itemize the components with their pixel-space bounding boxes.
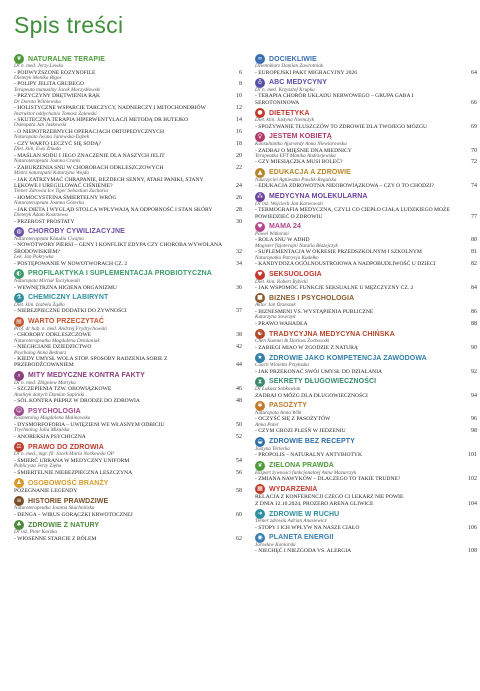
entry-page-number: 82 (471, 261, 477, 268)
entry-title: - ANOREKSJA PSYCHICZNA (14, 433, 86, 440)
toc-entry[interactable] (255, 423, 477, 435)
toc-left-column (14, 52, 242, 542)
entry-title: - ROLA SNU W ADHD (255, 237, 310, 244)
flask-icon: ⚗ (14, 293, 24, 303)
leaf-icon: ❦ (255, 461, 265, 471)
toc-entry[interactable] (14, 100, 242, 112)
entry-title: - CHOROBY ODKLESZCZOWE (14, 332, 92, 339)
section-title: HISTORIE PRAWDZIWE (28, 497, 109, 505)
entry-page-number: 36 (236, 284, 242, 291)
entry-title: - SZCZEPIENIA TZW. OBOWIĄZKOWE (14, 386, 112, 393)
toc-entry[interactable] (14, 339, 242, 351)
entry-author: Jarosław Koniarski (255, 541, 296, 548)
leaf-icon: ❦ (14, 54, 24, 64)
entry-author: Coach Wioletta Przyłuska (255, 362, 309, 369)
entry-title: - TERAPIA CHORÓB UKŁADU NERWOWEGO – GRUPA GABA I SEROTONINOWA (255, 93, 414, 106)
entry-title: - CZYM GROZI PLEŚŃ W JEDZENIU (255, 428, 346, 435)
entry-page-number: 90 (471, 344, 477, 351)
entry-author: Dietetyk Monika Bigoś (14, 74, 62, 81)
entry-author: Diet. klin. Robert Rybicki (255, 278, 308, 285)
entry-author: Naturopata Michał Toczyłowski (14, 277, 80, 284)
entry-page-number: 50 (236, 422, 242, 429)
entry-page-number: 48 (236, 398, 242, 405)
mother-child-icon: ♥ (255, 222, 265, 232)
entry-author: Psycholog Anna Bednarz (14, 349, 67, 356)
section-title: OSOBOWOŚĆ BRANŻY (28, 479, 109, 487)
entry-title: - EUROPEJSKI PAKT MIGRACYJNY 2026 (255, 69, 358, 76)
entry-page-number: 28 (236, 206, 242, 213)
stethoscope-icon: ♁ (255, 78, 265, 88)
entry-page-number: 26 (236, 194, 242, 201)
entry-author: Analityk danych Damian Sapiński (14, 391, 85, 398)
bug-icon: ✱ (255, 401, 265, 411)
female-icon: ♀ (255, 132, 265, 142)
entry-page-number: 69 (471, 123, 477, 130)
toc-entry[interactable] (14, 171, 242, 189)
toc-entry[interactable] (14, 381, 242, 393)
entry-page-number: 74 (471, 183, 477, 190)
entry-title: RELACJA Z KONFERENCJI CZEGO CI LEKARZ NIE POWIE (255, 494, 404, 501)
entry-title: - JAK WSPOMÓC FUNKCJE SEKSUALNE U MĘŻCZYZNY CZ. 2 (255, 285, 414, 292)
entry-page-number: 98 (471, 428, 477, 435)
entry-page-number: 6 (239, 69, 242, 76)
entry-author: Terapeutka EFT Monika Andrzejewska (255, 152, 336, 159)
section-title: CHEMICZNY LABIRYNT (28, 294, 109, 302)
toc-entry[interactable] (255, 154, 477, 166)
entry-title: - HOLISTYCZNE WSPARCIE TARCZYCY, NADNERCZY I MITOCHONDRIÓW (14, 105, 206, 112)
toc-entry[interactable] (14, 506, 242, 518)
entry-page-number: 64 (471, 69, 477, 76)
entry-author: Naturoterapeutka Magdalena Demianiak (14, 337, 100, 344)
toc-entry[interactable] (255, 387, 477, 399)
entry-author: Lek. Jan Pokrywka (14, 254, 54, 261)
toc-entry[interactable] (255, 118, 477, 130)
entry-author: Konsultantka Ajurwedy Anna Niewiarowska (255, 140, 347, 147)
toc-entry[interactable] (14, 428, 242, 440)
entry-author: Naturoterapeuta Klaudia Cwajna (14, 235, 84, 242)
entry-author: Diet. klin. Ewa Żmuda (14, 146, 61, 153)
magnifier-icon: ⌕ (14, 371, 24, 381)
entry-page-number: 8 (239, 81, 242, 88)
entry-page-number: 96 (471, 416, 477, 423)
entry-page-number: 46 (236, 386, 242, 393)
entry-page-number: 60 (236, 511, 242, 518)
badge-icon: ★ (255, 353, 265, 363)
section-title: ABC MEDYCYNY (269, 79, 327, 87)
entry-title: - POSTĘPOWANIE W NOWOTWORACH CZ. 2 (14, 260, 128, 267)
section-title: DIETETYKA (269, 109, 310, 117)
entry-title: - POLIPY JELITA GRUBEGO (14, 81, 85, 88)
entry-page-number: 70 (471, 147, 477, 154)
entry-page-number: 92 (471, 368, 477, 375)
entry-title: - ŚMIERĆ UBRANA W MEDYCZNY UNIFORM (14, 457, 130, 464)
toc-entry[interactable] (14, 488, 242, 494)
entry-author: Dr inż. Piotr Kaczka (14, 529, 57, 536)
entry-page-number: 94 (471, 392, 477, 399)
entry-author: Justyna Terlecka (255, 445, 290, 452)
entry-title: - TERMOGRAFIA MEDYCZNA, CZYLI CO CIEPŁO CIAŁA LUDZKIEGO MOŻE POWIEDZIEĆ O ZDROWIU (255, 207, 450, 220)
head-icon: ☺ (15, 407, 23, 415)
graduation-cap-icon: ▲ (255, 168, 265, 178)
entry-page-number: 52 (236, 433, 242, 440)
entry-title: - JAK ZATRZYMAĆ CHRAPANIE, BEZDECH SENNY, ATAKI PANIKI, STANY LĘKOWE I UREGULOWAĆ CIŚNIENIE? (14, 176, 204, 189)
toc-entry[interactable] (14, 351, 242, 369)
toc-entry[interactable] (14, 327, 242, 339)
entry-author: Prof. dr hab. n. med. Andrzej Frydrychowski (14, 325, 107, 332)
entry-title: ZADBAJ O MÓZG DLA DŁUGOWIECZNOŚCI (255, 392, 368, 399)
entry-author: Publicysta Jerzy Zięba (14, 463, 62, 470)
toc-entry[interactable] (255, 363, 477, 375)
toc-entry[interactable] (255, 178, 477, 190)
toc-entry[interactable] (255, 280, 477, 292)
apple-icon: ● (255, 108, 265, 118)
entry-title: - JAK DIETA I WYGLĄD STOLCA WPŁYWAJĄ NA ODPORNOŚĆ I STAN SKÓRY (14, 206, 213, 213)
entry-page-number: 58 (236, 488, 242, 495)
section-title: PASOŻYTY (269, 402, 308, 410)
entry-title: - ŚMIERTELNIE NIEBEZPIECZNA LESZCZYNA (14, 469, 133, 476)
entry-title: - ZMIANA NAWYKÓW – DLACZEGO TO TAKIE TRUDNE? (255, 476, 401, 483)
entry-page-number: 14 (236, 117, 242, 124)
entry-title: Z DNIA 12.10.2024, PROZERO ARENA GLIWICE (255, 500, 374, 507)
toc-entry[interactable] (14, 213, 242, 225)
entry-author: Kosmetolog Magdalena Malinowska (14, 415, 91, 422)
toc-entry[interactable] (14, 464, 242, 476)
entry-page-number: 20 (236, 152, 242, 159)
entry-author: Aktor Jan Orzeszak (255, 302, 296, 309)
entry-page-number: 56 (236, 469, 242, 476)
section-title: SEKSUOLOGIA (269, 271, 322, 278)
section-heading (255, 270, 477, 280)
entry-author: Naturopata Anna Wilk (255, 409, 302, 416)
tree-icon: ♣ (14, 520, 24, 530)
capsule-icon: ◐ (14, 269, 24, 279)
section-heading (14, 478, 242, 488)
entry-title: - PRAWO WAHADŁA (255, 320, 308, 327)
entry-page-number: 22 (236, 164, 242, 171)
entry-author: Diet. klin. Justyna Niemczyk (255, 117, 314, 124)
entry-title: - PODWYŻSZONE EOZYNOFILE (14, 69, 96, 76)
entry-page-number: 30 (236, 218, 242, 225)
entry-author: Dziennikarz Damian Zawrotniak (255, 63, 324, 69)
globe-icon: ◍ (14, 227, 24, 237)
entry-author: Naturoterapeuta Joanna Górecka (14, 200, 84, 207)
briefcase-icon: ■ (255, 293, 265, 303)
entry-title: - EDUKACJA ZDROWOTNA NIEOBOWIĄZKOWA – CZY O TO CHODZI? (255, 183, 434, 190)
scales-icon: ⚖ (14, 442, 24, 452)
entry-page-number: 81 (471, 249, 477, 256)
entry-author: Dr Łukasz Sobkowiak (255, 385, 301, 392)
section-title: MITY MEDYCZNE KONTRA FAKTY (28, 372, 145, 380)
entry-title: - O NIEPOTRZEBNYCH OPERACJACH ORTOPEDYCZNYCH (14, 129, 164, 136)
entry-title: POŻEGNANIE LEGENDY (14, 488, 78, 495)
entry-page-number: 104 (468, 500, 477, 507)
entry-title: - BIZNESMENI VS. WYSTĄPIENIA PUBLICZNE (255, 308, 374, 315)
entry-author: Dr n. med. Krzysztof Krupka (255, 86, 315, 93)
entry-page-number: 66 (471, 99, 477, 106)
entry-author: Ekspert żywności funkcjonalnej Anna Mazurczyk (255, 469, 357, 476)
runner-icon: ➜ (255, 509, 265, 519)
entry-page-number: 84 (471, 285, 477, 292)
entry-page-number: 16 (236, 129, 242, 136)
entry-title: - CZY MIESIĄCZKA MUSI BOLEĆ? (255, 159, 343, 166)
toc-entry[interactable] (14, 255, 242, 267)
entry-page-number: 18 (236, 140, 242, 147)
toc-entry[interactable] (255, 256, 477, 268)
entry-title: - CZY WARTO LECZYĆ SIĘ SODĄ? (14, 140, 102, 147)
entry-page-number: 44 (236, 362, 242, 369)
toc-entry[interactable] (255, 447, 477, 459)
entry-title: - DYSMORFOFOBIA – UWIĘZIENI WE WŁASNYM ODBICIU (14, 422, 165, 429)
entry-page-number: 24 (236, 182, 242, 189)
section-title: BIZNES I PSYCHOLOGIA (269, 294, 355, 302)
entry-author: Dr n. med., mgr. fil. Jacek Maria Norkowski OP (14, 451, 114, 458)
entry-author: Anna Pater (255, 421, 279, 428)
entry-title: - PRZEROST PROSTATY (14, 218, 75, 225)
toc-entry[interactable] (255, 64, 477, 76)
toc-right-column (255, 52, 477, 555)
entry-page-number: 54 (236, 457, 242, 464)
entry-title: - NIEBEZPIECZNE DODATKI DO ŻYWNOŚCI (14, 308, 127, 315)
entry-page-number: 42 (236, 344, 242, 351)
planet-icon: ◉ (255, 533, 265, 543)
entry-author: Mistrz naturopatii Katarzyna Wojda (14, 170, 89, 177)
section-title: CHOROBY CYWILIZACYJNE (28, 228, 125, 236)
entry-page-number: 88 (471, 320, 477, 327)
entry-title: - OCZYŚĆ SIĘ Z PASOŻYTÓW (255, 416, 331, 423)
section-title: PLANETA ENERGII (269, 534, 334, 542)
entry-title: - SÓL KONTRA PIEPRZ W DRODZE DO ZDROWIA (14, 398, 140, 405)
pill-icon: ◒ (255, 437, 265, 447)
entry-author: Paweł Witkorski (255, 230, 289, 237)
entry-title: - SKUTECZNA TERAPIA HIPERWENTYLACJI METODĄ DR BUTEJKO (14, 117, 189, 124)
heart-icon: ♥ (255, 270, 265, 280)
entry-title: - DENGA – WIRUS GORĄCZKI KRWOTOCZNEJ (14, 511, 133, 518)
section-title: MAMA 24 (269, 223, 301, 231)
entry-title: - KANDYDOZA OGÓLNOUSTROJOWA A NADPOBUDLIWOŚĆ U DZIECI (255, 261, 436, 268)
entry-author: Terapeuta manualny Jacek Moczydłowski (14, 86, 101, 93)
entry-author: Dr n. med. Zbigniew Martyka (14, 379, 76, 386)
entry-author: Naturopatka Patrycja Kudełko (255, 254, 319, 261)
section-title: PRAWO DO ZDROWIA (28, 443, 104, 451)
scroll-icon: ≡ (14, 496, 24, 506)
toc-entry[interactable] (255, 411, 477, 423)
entry-title: - ZABURZENIA SNU W CHOROBACH ODKLESZCZOWYCH (14, 164, 164, 171)
entry-title: - NIECHCIANE DZIEDZICTWO (14, 344, 92, 351)
section-title: EDUKACJA A ZDROWIE (269, 169, 351, 177)
section-title: MEDYCYNA MOLEKULARNA (269, 193, 368, 201)
molecule-icon: ⁂ (257, 192, 263, 200)
entry-title: - PRZYCZYNY DRĘTWIENIA RĄK (14, 93, 101, 100)
entry-title: - MAŚLAN SODU I JEGO ZNACZENIE DLA NASZYCH JELIT (14, 152, 165, 159)
section-title: ZIELONA PRAWDA (269, 462, 334, 470)
toc-entry[interactable] (255, 202, 477, 220)
entry-title: - JAK PRZEKONAĆ SWÓJ UMYSŁ DO DZIAŁANIA (255, 368, 383, 375)
entry-title: - ZABIEGI MIAO W ZGODZIE Z NATURĄ (255, 344, 358, 351)
section-title: NATURALNE TERAPIE (28, 55, 106, 63)
entry-title: - KIEDY UMYSŁ WOLA STOP. SPOSOBY RADZENIA SOBIE Z PRZEBODŹCOWANIEM (14, 356, 168, 369)
entry-author: Katarzyna Sowczyk (255, 314, 296, 321)
entry-author: Naturoterapeuta Joanna Cranis (14, 158, 81, 165)
section-heading (255, 484, 477, 494)
entry-page-number: 77 (471, 213, 477, 220)
entry-page-number: 106 (468, 524, 477, 531)
entry-author: Trychnolog Julia Mikulska (14, 427, 70, 434)
toc-entry[interactable] (14, 530, 242, 542)
entry-author: Dr n. med. Jerzy Lewko (14, 63, 64, 69)
entry-author: Chen Xuemei & Dariusz Żochowski (255, 338, 330, 345)
entry-author: Dr Dorota Wilniewska (14, 98, 61, 105)
section-title: WARTO PRZECZYTAĆ (28, 318, 105, 326)
person-icon: ♟ (14, 478, 24, 488)
page-title: Spis treści (14, 12, 124, 38)
toc-entry[interactable] (255, 471, 477, 483)
binoculars-icon: ∞ (255, 54, 265, 64)
toc-entry[interactable] (255, 315, 477, 327)
section-title: DOCIEKLIWIE (269, 55, 317, 63)
section-title: PROFILAKTYKA I SUPLEMENTACJA PROBIOTYCZNA (28, 270, 212, 278)
entry-title: - WEWNĘTRZNA HIGIENA ORGANIZMU (14, 284, 117, 291)
entry-page-number: 72 (471, 159, 477, 166)
entry-title: - SUPLEMENTACJA W OKRESIE PRZEDSZKOLNYM I SZKOLNYM (255, 249, 422, 256)
toc-entry[interactable] (14, 303, 242, 315)
entry-title: - STOPY I ICH WPŁYW NA NASZE CIAŁO (255, 524, 360, 531)
entry-author: Diet. klin. Izabela Żądło (14, 301, 65, 308)
toc-entry[interactable] (255, 501, 477, 507)
calendar-icon: ▦ (255, 484, 265, 494)
section-title: SEKRETY DŁUGOWIECZNOŚCI (269, 378, 377, 386)
section-title: ZDROWIE JAKO KOMPETENCJA ZAWODOWA (269, 354, 427, 362)
section-title: TRADYCYJNA MEDYCYNA CHIŃSKA (269, 330, 395, 338)
entry-author: Naturopata Iwona Janowska-Dąbek (14, 134, 90, 141)
toc-entry[interactable] (14, 88, 242, 100)
toc-entry[interactable] (255, 519, 477, 531)
entry-author: Dietetyk Adam Kostrzewa (14, 211, 68, 218)
entry-page-number: 86 (471, 308, 477, 315)
entry-title: - NIECHĘĆ I NIEZGODA VS. ALERGIA (255, 548, 352, 555)
section-title: JESTEM KOBIETĄ (269, 133, 332, 141)
entry-author: Naturoterapeutka Joanna Skuchnińska (14, 505, 95, 512)
entry-title: - ZADBAJ O MIĘŚNIE DNA MIEDNICY (255, 147, 352, 154)
toc-entry[interactable] (255, 232, 477, 244)
section-title: WYDARZENIA (269, 485, 318, 493)
book-icon: ▤ (14, 317, 24, 327)
entry-page-number: 101 (468, 452, 477, 459)
yin-yang-icon: ☯ (255, 329, 265, 339)
entry-page-number: 108 (468, 548, 477, 555)
toc-entry[interactable] (255, 339, 477, 351)
section-title: ZDROWIE Z NATURY (28, 521, 100, 529)
toc-entry[interactable] (255, 244, 477, 256)
toc-entry[interactable] (14, 393, 242, 405)
entry-author: Trener Zdrowia Ice Tiger Sebastian Zacharia (14, 188, 109, 195)
entry-title: - WIOSENNE STARCIE Z BÓLEM (14, 535, 97, 542)
toc-entry[interactable] (14, 237, 242, 255)
entry-author: Trener zdrowia Adrian Anasiewicz (255, 518, 327, 524)
entry-title: - HOMOCYSTEINA ŚMIERTELNY WRÓG (14, 194, 117, 201)
entry-author: Instruktor oddychania Tomasz Zalewski (14, 110, 97, 117)
entry-title: - SPOŻYWANIE TŁUSZCZÓW TO ZDROWIE DLA TWOJEGO MÓZGU (255, 123, 428, 130)
toc-entry[interactable] (255, 88, 477, 106)
entry-author: Dr inż. Wojciech Jan Karwowski (255, 200, 323, 207)
section-title: PSYCHOLOGIA (28, 407, 81, 415)
toc-entry[interactable] (14, 279, 242, 291)
entry-author: Nauczyciel Agnieszka Pawlik-Regulska (255, 176, 337, 183)
entry-page-number: 62 (236, 535, 242, 542)
entry-page-number: 38 (236, 332, 242, 339)
section-title: ZDROWIE BEZ RECEPTY (269, 438, 355, 446)
entry-page-number: 12 (236, 105, 242, 112)
entry-title: - PROPOLIS – NATURALNY ANTYBIOTYK (255, 452, 363, 459)
entry-page-number: 34 (236, 260, 242, 267)
entry-page-number: 32 (236, 248, 242, 255)
entry-author: Osteopata Jan Jaśkowski (14, 122, 67, 129)
section-title: ZDROWIE W RUCHU (269, 510, 340, 518)
entry-page-number: 10 (236, 93, 242, 100)
entry-page-number: 102 (468, 476, 477, 483)
entry-author: Magister fizjoterapii Natalia Błażejczyk (255, 242, 338, 249)
entry-title: - NOWOTWORY PIERSI – GENY I KONFLIKT EDYPA CZY CHOROBA WYWOŁANA ŚRODOWISKIEM? (14, 242, 222, 255)
toc-entry[interactable] (255, 543, 477, 555)
toc-entry[interactable] (14, 76, 242, 88)
hourglass-icon: ⧗ (255, 377, 265, 387)
entry-page-number: 80 (471, 237, 477, 244)
entry-page-number: 37 (236, 308, 242, 315)
